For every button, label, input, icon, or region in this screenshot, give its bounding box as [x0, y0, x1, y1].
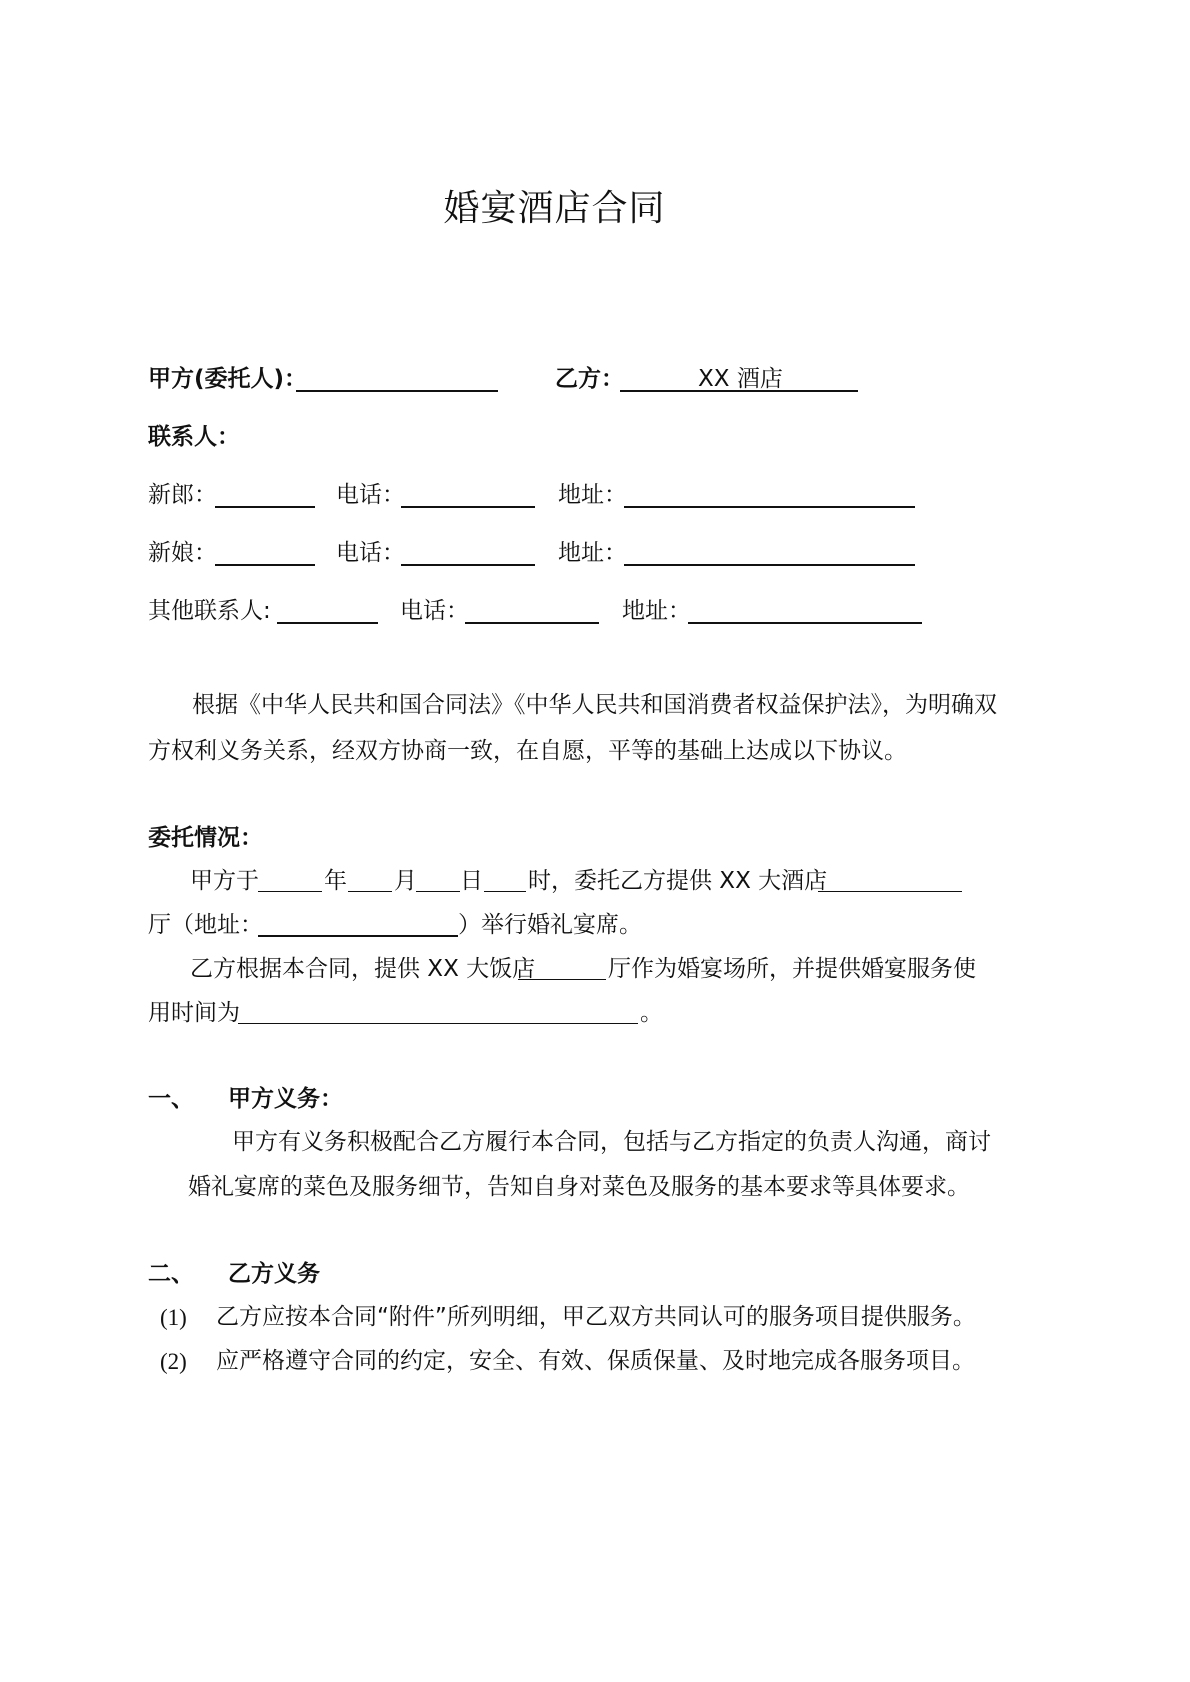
commission-p2-time-label: 用时间为: [148, 1000, 240, 1026]
commission-day-blank: [416, 891, 460, 892]
commission-p2-start: 乙方根据本合同，提供 XX 大饭店: [190, 956, 536, 982]
bride-address-label: 地址：: [558, 540, 627, 566]
groom-address-blank: [624, 506, 915, 508]
bride-phone-label: 电话：: [336, 540, 405, 566]
commission-p1-end: ）举行婚礼宴席。: [458, 912, 642, 938]
section-1-line-1: 甲方有义务积极配合乙方履行本合同，包括与乙方指定的负责人沟通，商讨: [232, 1129, 991, 1155]
commission-hall-blank: [818, 891, 962, 892]
commission-p1-start: 甲方于: [190, 868, 259, 894]
commission-month-label: 月: [394, 868, 417, 894]
commission-heading: 委托情况：: [148, 825, 263, 851]
section-1-number: 一、: [148, 1086, 194, 1112]
commission-p2-mid: 厅作为婚宴场所，并提供婚宴服务使: [608, 956, 976, 982]
commission-venue-blank: [518, 979, 606, 980]
bride-label: 新娘：: [148, 540, 217, 566]
party-a-blank: [296, 390, 498, 392]
bride-name-blank: [215, 564, 315, 566]
commission-time-blank: [238, 1023, 638, 1024]
groom-phone-label: 电话：: [336, 482, 405, 508]
groom-label: 新郎：: [148, 482, 217, 508]
other-address-blank: [688, 622, 922, 624]
other-address-label: 地址：: [622, 598, 691, 624]
section-1-heading: 甲方义务：: [228, 1086, 343, 1112]
commission-year-label: 年: [324, 868, 347, 894]
party-b-value: XX 酒店: [698, 366, 783, 392]
section-2-number: 二、: [148, 1261, 194, 1287]
commission-p2-end: 。: [640, 1000, 663, 1026]
other-phone-blank: [465, 622, 599, 624]
commission-day-label: 日: [460, 868, 483, 894]
groom-phone-blank: [401, 506, 535, 508]
commission-year-blank: [258, 891, 322, 892]
groom-name-blank: [215, 506, 315, 508]
commission-hall-address-blank: [258, 935, 458, 937]
section-1-line-2: 婚礼宴席的菜色及服务细节，告知自身对菜色及服务的基本要求等具体要求。: [188, 1174, 970, 1200]
commission-hall-address-label: 厅（地址：: [148, 912, 263, 938]
bride-phone-blank: [401, 564, 535, 566]
groom-address-label: 地址：: [558, 482, 627, 508]
document-title: 婚宴酒店合同: [443, 188, 666, 229]
preamble-line-2: 方权利义务关系，经双方协商一致，在自愿，平等的基础上达成以下协议。: [148, 738, 907, 764]
section-2-heading: 乙方义务: [228, 1261, 320, 1287]
section-2-item-2-number: (2): [160, 1349, 187, 1374]
other-phone-label: 电话：: [400, 598, 469, 624]
section-2-item-1-number: (1): [160, 1305, 187, 1330]
commission-p1-mid: 时，委托乙方提供 XX 大酒店: [528, 868, 828, 894]
section-2-item-1-text: 乙方应按本合同“附件”所列明细，甲乙双方共同认可的服务项目提供服务。: [216, 1304, 976, 1330]
commission-hour-blank: [484, 891, 526, 892]
party-a-label: 甲方(委托人)：: [148, 366, 308, 392]
commission-month-blank: [348, 891, 392, 892]
other-contact-label: 其他联系人:: [148, 598, 271, 624]
bride-address-blank: [624, 564, 915, 566]
contacts-heading: 联系人：: [148, 424, 240, 450]
section-2-item-2-text: 应严格遵守合同的约定，安全、有效、保质保量、及时地完成各服务项目。: [216, 1348, 975, 1374]
preamble-line-1: 根据《中华人民共和国合同法》《中华人民共和国消费者权益保护法》，为明确双: [192, 692, 997, 718]
party-b-label: 乙方：: [555, 366, 624, 392]
other-contact-name-blank: [277, 622, 378, 624]
